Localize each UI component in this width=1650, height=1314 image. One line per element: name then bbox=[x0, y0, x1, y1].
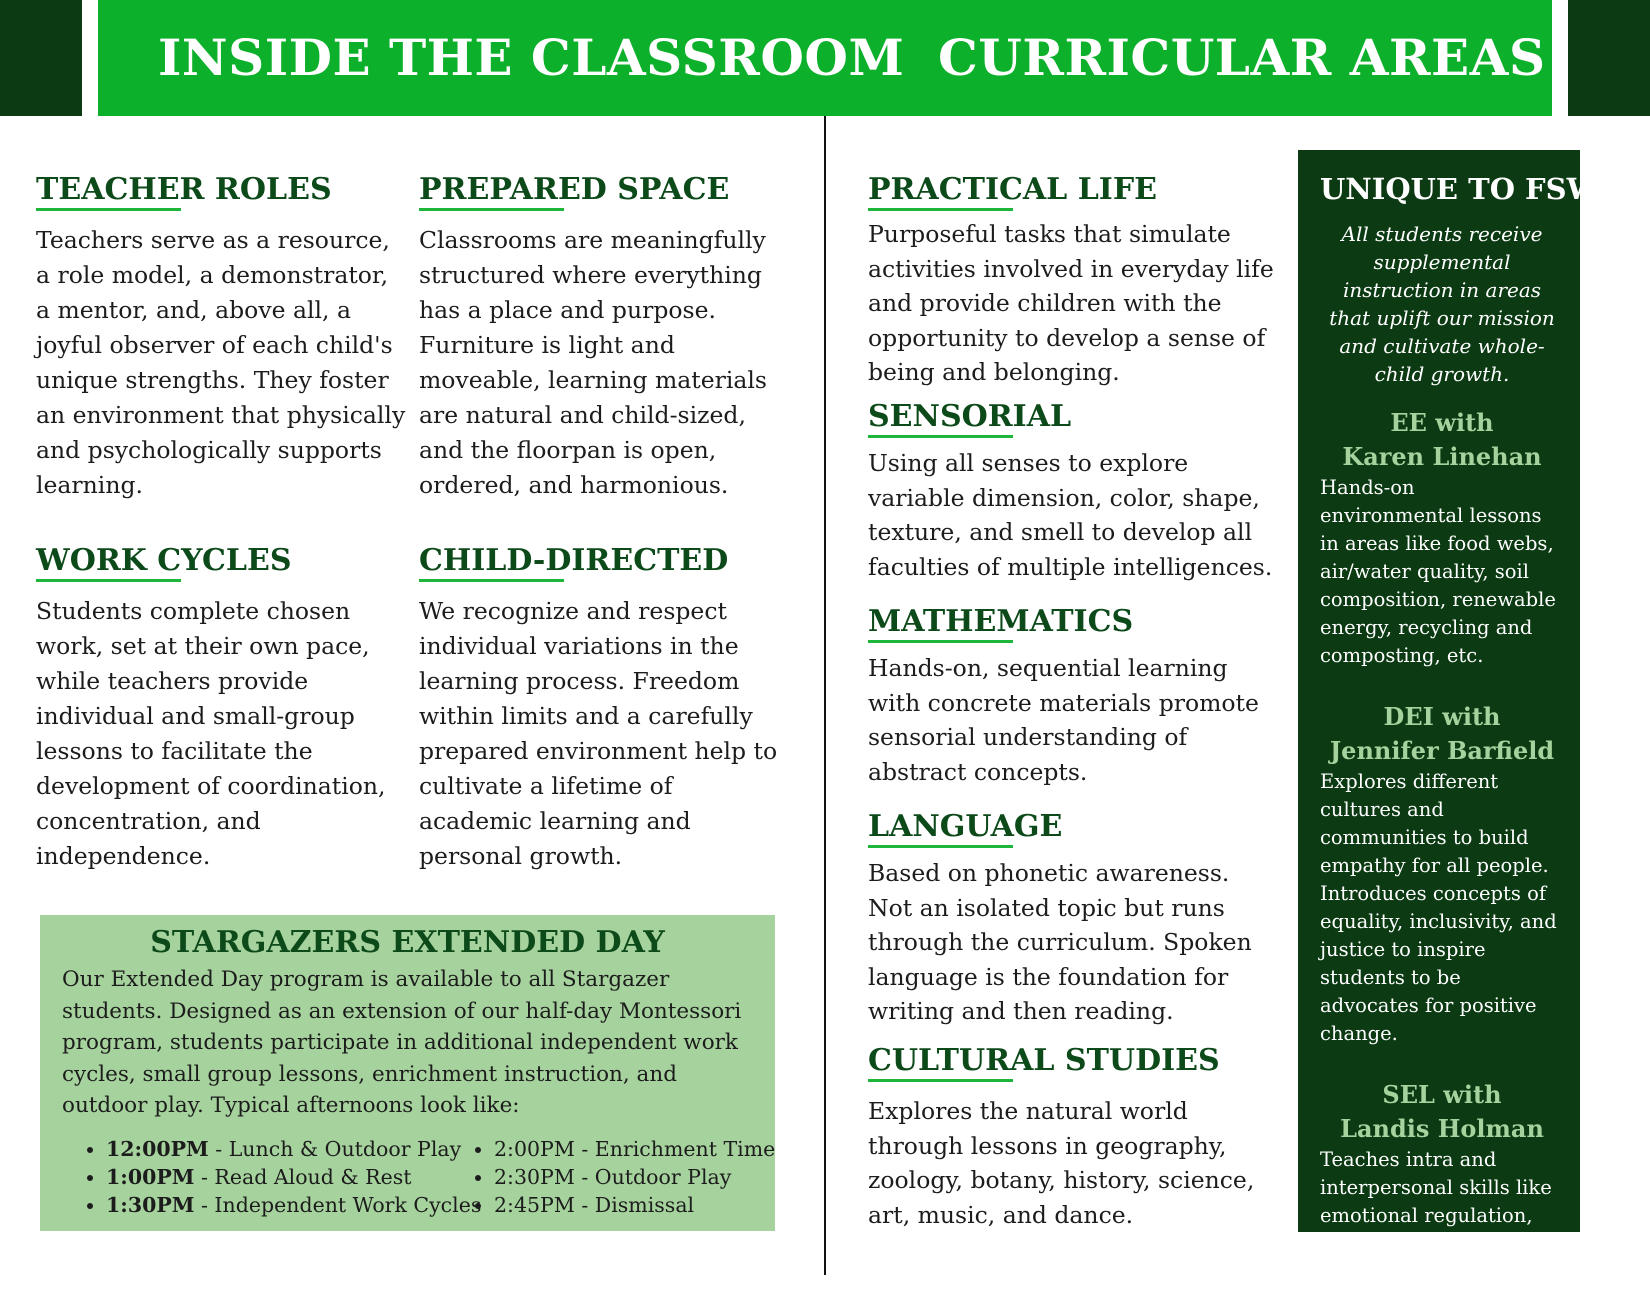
prepared-space-section bbox=[419, 172, 791, 503]
practical-life-text: Purposeful tasks that simulate activities involved in everyday life and provide children with the opportunity to develop a sense of being and belonging. bbox=[868, 220, 1274, 386]
child-directed-section bbox=[419, 543, 791, 874]
schedule-list-right bbox=[466, 1135, 775, 1219]
corner-block-left bbox=[0, 0, 82, 116]
banner-title-curricular: CURRICULAR AREAS bbox=[938, 28, 1546, 87]
schedule-item: • 2:00PM - Enrichment Time bbox=[494, 1135, 775, 1163]
practical-life-heading: PRACTICAL LIFE bbox=[868, 172, 1157, 207]
program-teacher: Karen Linehan bbox=[1342, 442, 1542, 471]
schedule-item bbox=[106, 1135, 481, 1163]
language-heading: LANGUAGE bbox=[868, 809, 1063, 844]
teacher-roles-section bbox=[36, 172, 406, 503]
sensorial-heading: SENSORIAL bbox=[868, 399, 1072, 434]
teacher-roles-heading: TEACHER ROLES bbox=[36, 172, 332, 207]
work-cycles-heading: WORK CYCLES bbox=[36, 543, 292, 578]
work-cycles-section bbox=[36, 543, 406, 874]
schedule-activity: - Read Aloud & Rest bbox=[194, 1165, 412, 1189]
prepared-space-heading: PREPARED SPACE bbox=[419, 172, 730, 207]
child-directed-heading: CHILD-DIRECTED bbox=[419, 543, 729, 578]
language-text: Based on phonetic awareness. Not an isolated topic but runs through the curriculum. Spoken language is the foundation for writing and then reading. bbox=[868, 859, 1252, 1025]
program-ee bbox=[1320, 406, 1564, 670]
mathematics-section bbox=[868, 604, 1278, 789]
program-label: DEI with bbox=[1383, 702, 1501, 731]
prepared-space-text: Classrooms are meaningfully structured where everything has a place and purpose. Furniture is light and moveable, learning materials are natural and child-sized, and the floorpan is open, ordered, and harmonious. bbox=[419, 226, 767, 499]
header-banner bbox=[98, 0, 1552, 116]
schedule-activity: - Lunch & Outdoor Play bbox=[208, 1137, 462, 1161]
work-cycles-text: Students complete chosen work, set at their own pace, while teachers provide individual and small-group lessons to facilitate the development of coordination, concentration, and independence. bbox=[36, 597, 386, 870]
extended-day-title: STARGAZERS EXTENDED DAY bbox=[150, 925, 665, 960]
banner-title-classroom: INSIDE THE CLASSROOM bbox=[158, 28, 905, 87]
schedule-item: • 2:45PM - Dismissal bbox=[494, 1191, 775, 1219]
schedule-item bbox=[106, 1163, 481, 1191]
page-divider bbox=[824, 116, 826, 1275]
sensorial-text: Using all senses to explore variable dimension, color, shape, texture, and smell to develop all faculties of multiple intelligences. bbox=[868, 449, 1273, 581]
schedule-time: 12:00PM bbox=[106, 1137, 209, 1161]
extended-day-box bbox=[40, 915, 775, 1231]
practical-life-section bbox=[868, 172, 1278, 390]
schedule-activity: - Independent Work Cycles bbox=[194, 1193, 482, 1217]
program-description: Explores different cultures and communities to build empathy for all people. Introduces concepts of equality, inclusivity, and justice to inspire students to be advocates for positive change. bbox=[1320, 770, 1557, 1045]
program-teacher: Landis Holman bbox=[1340, 1114, 1544, 1143]
program-sel bbox=[1320, 1078, 1564, 1314]
teacher-roles-text: Teachers serve as a resource, a role model, a demonstrator, a mentor, and, above all, a joyful observer of each child's unique strengths. They foster an environment that physically and psychologically supports learning. bbox=[36, 226, 406, 499]
sensorial-section bbox=[868, 399, 1278, 584]
child-directed-text: We recognize and respect individual variations in the learning process. Freedom within limits and a carefully prepared environment help to cultivate a lifetime of academic learning and personal growth. bbox=[419, 597, 778, 870]
mathematics-text: Hands-on, sequential learning with concrete materials promote sensorial understanding of abstract concepts. bbox=[868, 654, 1259, 786]
unique-to-fsw-panel bbox=[1298, 150, 1600, 1311]
language-section bbox=[868, 809, 1278, 1029]
schedule-time: 1:30PM bbox=[106, 1193, 195, 1217]
program-description: Teaches intra and interpersonal skills like emotional regulation, stress management, conflict resolution, and decision-making. bbox=[1320, 1148, 1552, 1311]
schedule-time: 1:00PM bbox=[106, 1165, 195, 1189]
cultural-studies-heading: CULTURAL STUDIES bbox=[868, 1043, 1220, 1078]
program-teacher: Jennifer Barfield bbox=[1329, 736, 1555, 765]
schedule-item bbox=[106, 1191, 481, 1219]
program-label: SEL with bbox=[1382, 1080, 1502, 1109]
unique-title: UNIQUE TO FSW bbox=[1320, 172, 1600, 206]
cultural-studies-section bbox=[868, 1043, 1278, 1232]
program-label: EE with bbox=[1390, 408, 1494, 437]
schedule-list-left bbox=[78, 1135, 481, 1219]
schedule-item: • 2:30PM - Outdoor Play bbox=[494, 1163, 775, 1191]
cultural-studies-text: Explores the natural world through lessons in geography, zoology, botany, history, science, art, music, and dance. bbox=[868, 1097, 1255, 1229]
mathematics-heading: MATHEMATICS bbox=[868, 604, 1134, 639]
program-description: Hands-on environmental lessons in areas like food webs, air/water quality, soil composition, renewable energy, recycling and composting, etc. bbox=[1320, 476, 1556, 667]
unique-intro: All students receive supplemental instruction in areas that uplift our mission and cultivate whole-child growth. bbox=[1329, 222, 1555, 386]
corner-block-right bbox=[1568, 0, 1650, 116]
program-dei bbox=[1320, 700, 1564, 1048]
extended-day-text: Our Extended Day program is available to all Stargazer students. Designed as an extension of our half-day Montessori program, students participate in additional independent work cycles, small group lessons, enrichment instruction, and outdoor play. Typical afternoons look like: bbox=[62, 967, 742, 1118]
